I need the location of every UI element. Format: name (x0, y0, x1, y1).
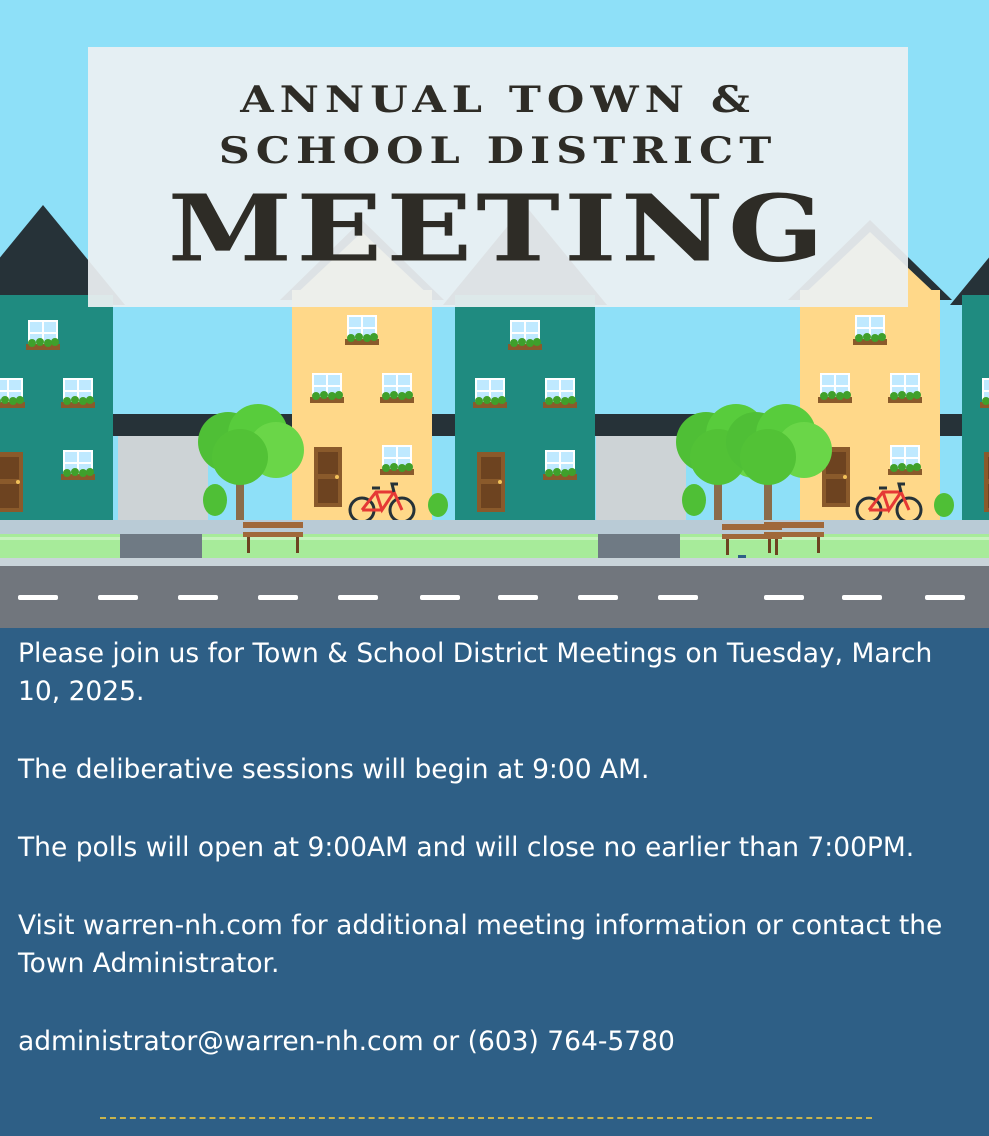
polls-hours-text: The polls will open at 9:00AM and will close no earlier than 7:00PM. (18, 832, 915, 863)
website-info-text: Visit warren-nh.com for additional meeting information or contact the Town Administrator. (18, 910, 943, 979)
meeting-date-text: Please join us for Town & School District Meetings on Tuesday, March 10, 2025. (18, 638, 933, 707)
title-banner (88, 47, 908, 307)
dotted-divider (100, 1117, 872, 1119)
title-meeting: MEETING (167, 174, 829, 283)
road (0, 566, 989, 628)
info-panel (0, 628, 989, 1136)
title-line-annual-town: ANNUAL TOWN & (240, 78, 756, 122)
title-line-school-district: SCHOOL DISTRICT (218, 129, 778, 173)
deliberative-sessions-text: The deliberative sessions will begin at 9:00 AM. (18, 754, 650, 785)
contact-text: administrator@warren-nh.com or (603) 764-5780 (18, 1026, 675, 1057)
teal-house (950, 205, 989, 525)
